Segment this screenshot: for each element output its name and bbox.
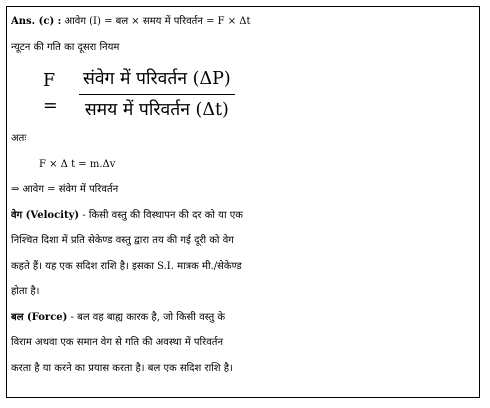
force-term: बल (Force) bbox=[11, 311, 68, 323]
impulse-equation: F × Δ t = m.Δv bbox=[39, 158, 116, 170]
force-line-3: करता है या करने का प्रयास करता है। बल एक सदिश राशि है। bbox=[11, 362, 233, 374]
law-heading: न्यूटन की गति का दूसरा नियम bbox=[11, 41, 120, 53]
force-formula bbox=[11, 62, 479, 126]
velocity-line-4: होता है। bbox=[11, 286, 40, 297]
answer-line bbox=[11, 9, 479, 35]
formula-lhs: F = bbox=[43, 70, 58, 116]
force-line-2: विराम अथवा एक समान वेग से गति की अवस्था में परिवर्तन bbox=[11, 337, 224, 348]
velocity-text-1: - किसी वस्तु की विस्थापन की दर को या एक bbox=[79, 209, 243, 221]
answer-box bbox=[6, 6, 480, 398]
force-text-1: - बल वह बाह्य कारक है, जो किसी वस्तु के bbox=[67, 311, 226, 323]
formula-numerator: संवेग में परिवर्तन (ΔP) bbox=[79, 66, 235, 95]
force-line-1 bbox=[11, 305, 479, 331]
answer-label: Ans. (c) : bbox=[11, 16, 62, 27]
velocity-line-3: कहते हैं। यह एक सदिश राशि है। इसका S.I. मात्रक मी./सेकेण्ड bbox=[11, 260, 242, 272]
velocity-line-2: निश्चित दिशा में प्रति सेकेण्ड वस्तु द्वारा तय की गई दूरी को वेग bbox=[11, 235, 234, 246]
formula-denominator: समय में परिवर्तन (Δt) bbox=[84, 99, 229, 120]
hence-label: अतः bbox=[11, 133, 27, 144]
formula-fraction bbox=[79, 66, 235, 123]
impulse-statement: आवेग (I) = बल × समय में परिवर्तन = F × Δt bbox=[64, 16, 251, 27]
velocity-term: वेग (Velocity) bbox=[11, 209, 80, 221]
conclusion-line: ⇒ आवेग = संवेग में परिवर्तन bbox=[11, 184, 119, 195]
velocity-line-1 bbox=[11, 203, 479, 229]
